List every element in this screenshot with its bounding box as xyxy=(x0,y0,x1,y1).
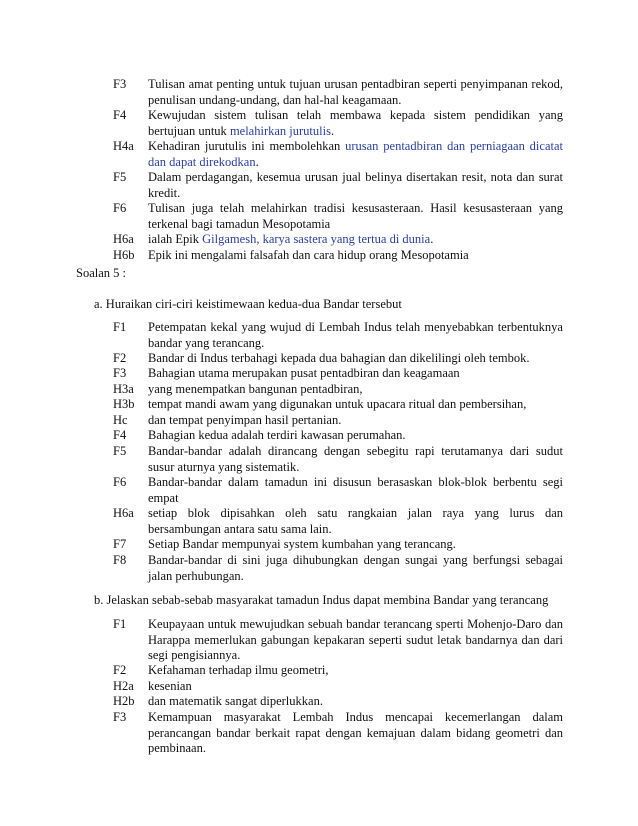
item-text xyxy=(148,170,563,201)
item-code: F3 xyxy=(113,77,127,91)
item-text xyxy=(148,232,563,248)
item-code: H3a xyxy=(113,382,134,396)
text-run: dan tempat penyimpan hasil pertanian. xyxy=(148,413,342,427)
text-run: Bahagian kedua adalah terdiri kawasan perumahan. xyxy=(148,428,406,442)
item-text xyxy=(148,248,563,264)
text-run: ialah Epik xyxy=(148,232,203,246)
item-text xyxy=(148,617,563,664)
item-text xyxy=(148,366,563,382)
item-code: F3 xyxy=(113,710,127,724)
part-b-heading: b. Jelaskan sebab-sebab masyarakat tamadun Indus dapat membina Bandar yang terancang xyxy=(94,593,549,607)
item-text xyxy=(148,428,563,444)
item-text xyxy=(148,475,563,506)
text-run: Epik ini mengalami falsafah dan cara hidup orang Mesopotamia xyxy=(148,248,469,262)
text-run: Tulisan amat penting untuk tujuan urusan pentadbiran seperti penyimpanan rekod, penulisan undang-undang, dan hal-hal keagamaan. xyxy=(148,77,563,107)
item-text xyxy=(148,139,563,170)
item-code: F4 xyxy=(113,108,127,122)
item-text xyxy=(148,553,563,584)
item-code: H6b xyxy=(113,248,135,262)
text-run: . xyxy=(255,154,259,169)
item-text xyxy=(148,679,563,695)
item-code: F2 xyxy=(113,351,127,365)
item-text xyxy=(148,382,563,398)
text-run: Bandar-bandar dalam tamadun ini disusun berasaskan blok-blok berbentu segi empat xyxy=(148,475,563,505)
item-code: F5 xyxy=(113,170,127,184)
item-text xyxy=(148,77,563,108)
text-run: Bandar di Indus terbahagi kepada dua bahagian dan dikelilingi oleh tembok. xyxy=(148,351,530,365)
item-text xyxy=(148,444,563,475)
item-text xyxy=(148,320,563,351)
highlighted-text: urusan pentadbiran dan perniagaan dicatat dan dapat direkodkan xyxy=(148,139,563,169)
item-text xyxy=(148,506,563,537)
text-run: kesenian xyxy=(148,679,192,693)
item-text xyxy=(148,694,563,710)
item-text xyxy=(148,710,563,757)
item-code: F1 xyxy=(113,617,127,631)
text-run: . xyxy=(330,123,335,138)
item-text xyxy=(148,663,563,679)
text-run: Kefahaman terhadap ilmu geometri, xyxy=(148,663,329,677)
item-code: H2b xyxy=(113,694,135,708)
question-heading: Soalan 5 : xyxy=(76,266,126,280)
item-text xyxy=(148,108,563,139)
item-text xyxy=(148,397,563,413)
item-text xyxy=(148,537,563,553)
text-run: dan matematik sangat diperlukkan. xyxy=(148,694,323,708)
item-code: H6a xyxy=(113,232,134,246)
text-run: . xyxy=(430,232,434,246)
text-run: Keupayaan untuk mewujudkan sebuah bandar terancang sperti Mohenjo-Daro dan Harappa memerlukan gabungan kepakaran seperti sudut letak bandarnya dan dari segi pengisiannya. xyxy=(148,617,563,663)
item-code: F4 xyxy=(113,428,127,442)
text-run: Petempatan kekal yang wujud di Lembah Indus telah menyebabkan terbentuknya bandar yang terancang. xyxy=(148,320,563,350)
text-run: Setiap Bandar mempunyai system kumbahan yang terancang. xyxy=(148,537,456,551)
item-code: F5 xyxy=(113,444,127,458)
text-run: Bandar-bandar adalah dirancang dengan sebegitu rapi terutamanya dari sudut susur aturnya yang sistematik. xyxy=(148,444,563,474)
part-a-heading: a. Huraikan ciri-ciri keistimewaan kedua-dua Bandar tersebut xyxy=(94,297,402,311)
item-code: F6 xyxy=(113,201,127,215)
item-code: F2 xyxy=(113,663,127,677)
item-code: H4a xyxy=(113,139,134,153)
text-run: setiap blok dipisahkan oleh satu rangkaian jalan raya yang lurus dan bersambungan antara satu sama lain. xyxy=(148,506,563,536)
text-run: Dalam perdagangan, kesemua urusan jual belinya disertakan resit, nota dan surat kredit. xyxy=(148,170,563,200)
text-run: Bandar-bandar di sini juga dihubungkan dengan sungai yang berfungsi sebagai jalan perhubungan. xyxy=(148,553,563,583)
text-run: Tulisan juga telah melahirkan tradisi kesusasteraan. Hasil kesusasteraan yang terkenal bagi tamadun Mesopotamia xyxy=(148,201,563,231)
text-run: Kewujudan sistem tulisan telah membawa kepada sistem pendidikan yang bertujuan untuk xyxy=(148,108,563,138)
item-code: F1 xyxy=(113,320,127,334)
item-code: F3 xyxy=(113,366,127,380)
item-code: F7 xyxy=(113,537,127,551)
text-run: tempat mandi awam yang digunakan untuk upacara ritual dan pembersihan, xyxy=(148,397,527,411)
item-text xyxy=(148,201,563,232)
text-run: Bahagian utama merupakan pusat pentadbiran dan keagamaan xyxy=(148,366,460,380)
text-run: yang menempatkan bangunan pentadbiran, xyxy=(148,382,363,396)
text-run: Kehadiran jurutulis ini membolehkan xyxy=(148,139,346,153)
item-code: F8 xyxy=(113,553,127,567)
item-code: H6a xyxy=(113,506,134,520)
item-code: Hc xyxy=(113,413,128,427)
item-text xyxy=(148,413,563,429)
text-run: Kemampuan masyarakat Lembah Indus mencapai kecemerlangan dalam perancangan bandar berkait rapat dengan kemajuan dalam bidang geometri dan pembinaan. xyxy=(148,710,563,756)
item-text xyxy=(148,351,563,367)
item-code: H3b xyxy=(113,397,135,411)
item-code: H2a xyxy=(113,679,134,693)
highlighted-text: melahirkan jurutulis xyxy=(229,123,331,138)
highlighted-text: Gilgamesh, karya sastera yang tertua di dunia xyxy=(202,232,431,246)
item-code: F6 xyxy=(113,475,127,489)
